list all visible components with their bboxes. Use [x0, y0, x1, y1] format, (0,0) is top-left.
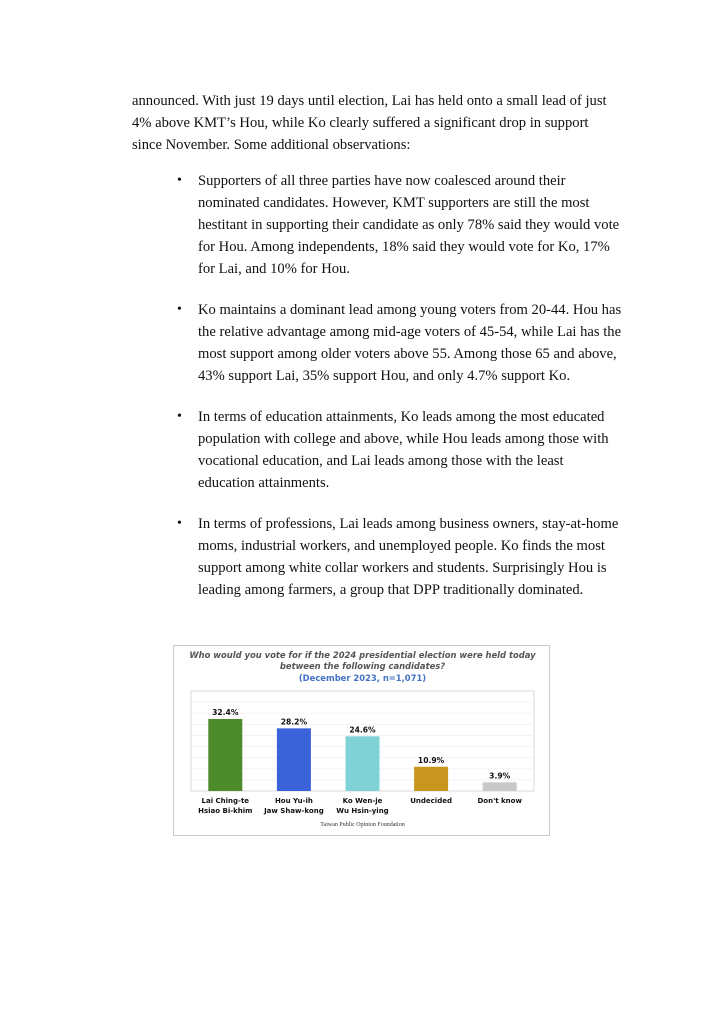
- intro-paragraph: announced. With just 19 days until election, Lai has held onto a small lead of just 4% above KMT’s Hou, while Ko clearly suffered a significant drop in support since November. Some additional observations:: [132, 93, 607, 153]
- bar: [277, 728, 311, 791]
- category-label: Hou Yu-ih: [274, 797, 313, 805]
- data-label: 32.4%: [212, 708, 239, 717]
- category-label: Ko Wen-je: [342, 797, 383, 805]
- category-label: Wu Hsin-ying: [336, 807, 389, 815]
- bar: [346, 736, 380, 791]
- category-label: Jaw Shaw-kong: [264, 807, 324, 815]
- category-label: Lai Ching-te: [201, 797, 250, 805]
- observation-item: • Ko maintains a dominant lead among young voters from 20-44. Hou has the relative advantage among mid-age voters of 45-54, while Lai has the most support among older voters above 55. Among those 65 and above, 43% support Lai, 35% support Hou, and only 4.7% support Ko.: [177, 299, 622, 387]
- chart-source: Taiwan Public Opinion Foundation: [320, 822, 405, 828]
- bar: [414, 767, 448, 791]
- data-label: 24.6%: [349, 725, 376, 735]
- data-label: 28.2%: [280, 717, 308, 727]
- observation-item: • In terms of professions, Lai leads among business owners, stay-at-home moms, industrial workers, and unemployed people. Ko finds the most support among white collar workers and students. Surprisingly Hou is leading among farmers, a group that DPP traditionally dominated.: [177, 513, 622, 601]
- category-label: Don't know: [477, 797, 522, 805]
- chart-title: Who would you vote for if the 2024 presidential election were held today between the following candidates?: [189, 650, 536, 671]
- data-label: 3.9%: [489, 771, 511, 781]
- bar-chart: [174, 646, 551, 837]
- observations-list: [177, 170, 622, 620]
- data-label: 10.9%: [417, 755, 445, 765]
- chart-subtitle: (December 2023, n=1,071): [298, 673, 427, 683]
- observation-item: • Supporters of all three parties have now coalesced around their nominated candidates. However, KMT supporters are still the most hestitant in supporting their candidate as only 78% said they would vote for Hou. Among independents, 18% said they would vote for Ko, 17% for Lai, and 10% for Hou.: [177, 170, 622, 280]
- bar: [483, 782, 517, 791]
- poll-chart-figure: [173, 645, 550, 836]
- category-label: Undecided: [410, 797, 452, 805]
- category-label: Hsiao Bi-khim: [198, 807, 253, 815]
- observation-item: • In terms of education attainments, Ko leads among the most educated population with college and above, while Hou leads among those with vocational education, and Lai leads among those with the least education attainments.: [177, 406, 622, 494]
- bar: [208, 719, 242, 791]
